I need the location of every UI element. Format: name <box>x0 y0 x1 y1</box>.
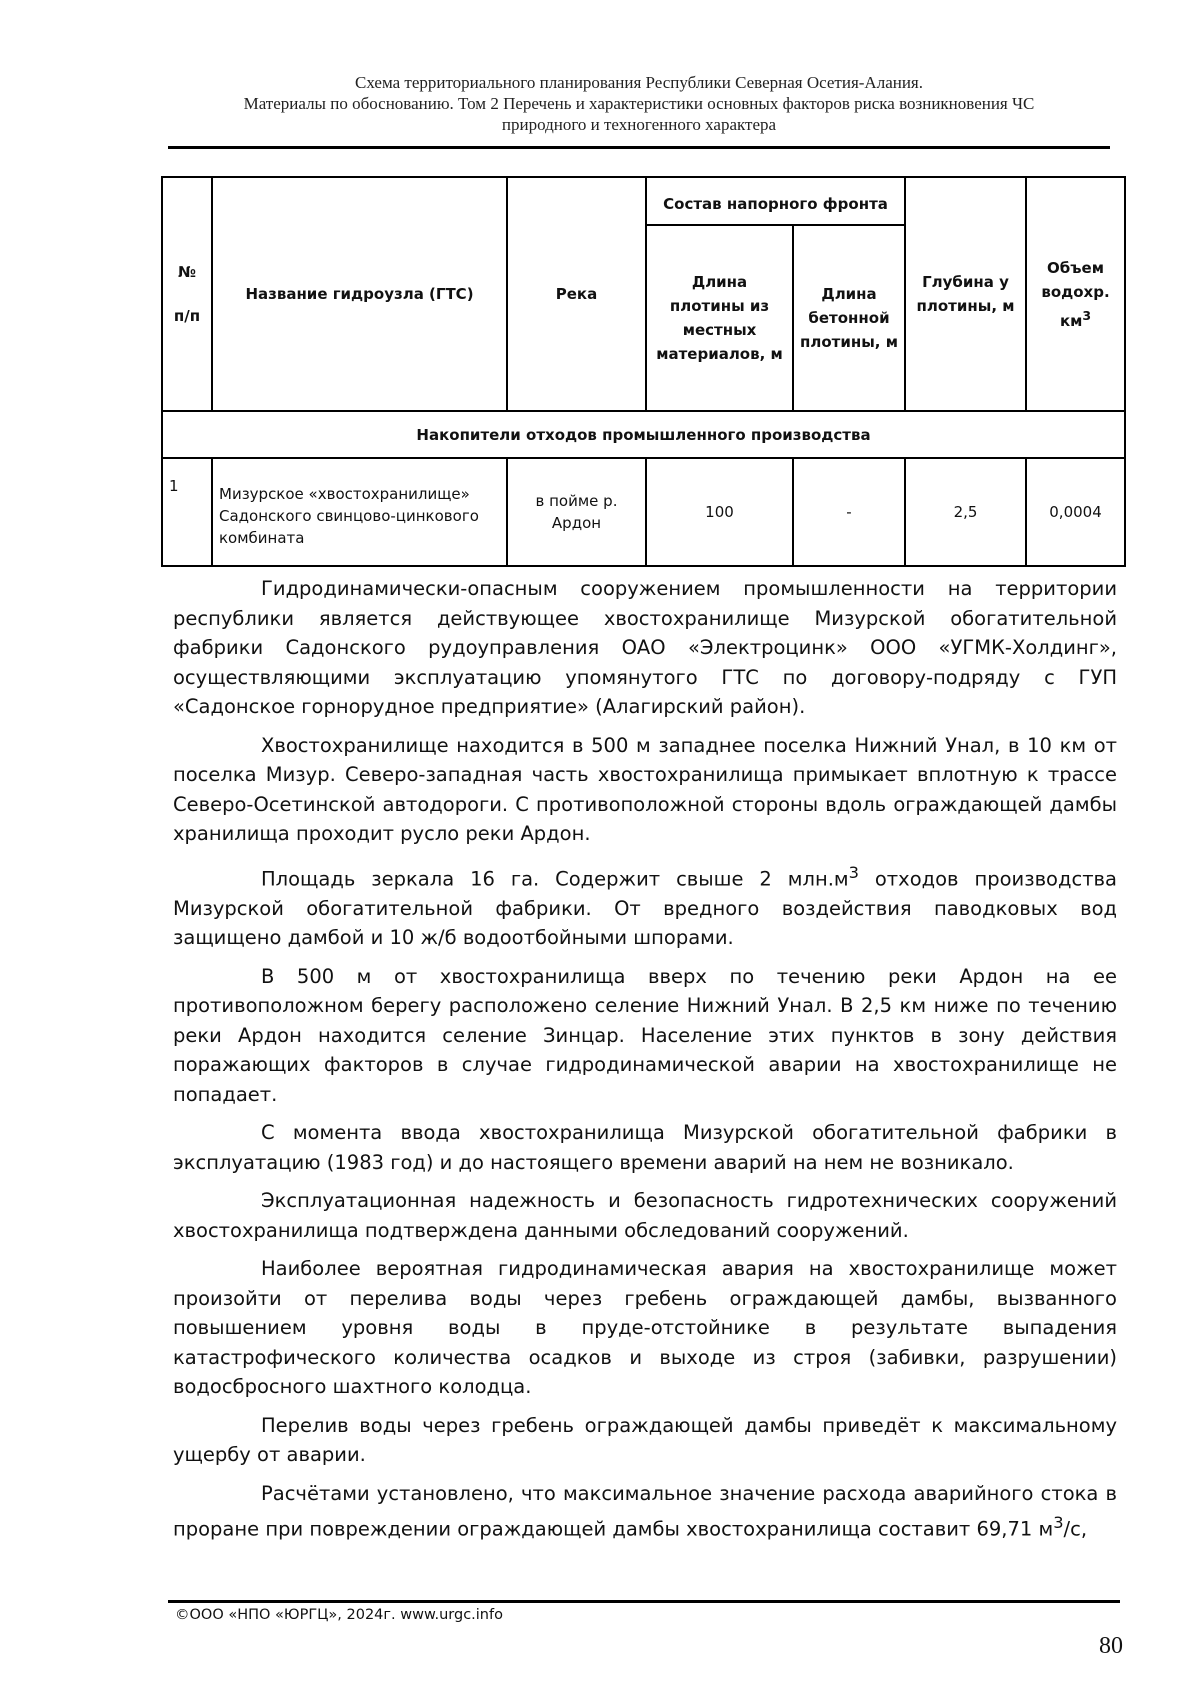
paragraph-5: С момента ввода хвостохранилища Мизурской обогатительной фабрики в эксплуатацию (1983 год) и до настоящего времени аварий на нем не возникало. <box>173 1121 1117 1174</box>
header-line-2: Материалы по обоснованию. Том 2 Перечень и характеристики основных факторов риска возникновения ЧС <box>243 94 1035 113</box>
header-line-3: природного и техногенного характера <box>501 115 777 134</box>
header-volume-sup: 3 <box>1082 307 1092 323</box>
dam-characteristics-table <box>161 176 1126 567</box>
paragraph-2: Хвостохранилище находится в 500 м западнее поселка Нижний Унал, в 10 км от поселка Мизур. Северо-западная часть хвостохранилища примыкает вплотную к трассе Северо-Осетинской автодороги. С противоположной стороны вдоль ограждающей дамбы хранилища проходит русло реки Ардон. <box>173 733 1117 845</box>
paragraph-9-part-1: Расчётами установлено, что максимальное значение расхода аварийного стока в проране при повреждении ограждающей дамбы хвостохранилища составит 69,71 м <box>173 1481 1117 1541</box>
cell-name: Мизурское «хвостохранилище» Садонского свинцово-цинкового комбината <box>212 458 507 566</box>
cell-depth: 2,5 <box>905 458 1026 566</box>
header-volume-text: Объем водохр. км <box>1041 258 1110 330</box>
body-text <box>173 574 1117 1553</box>
cell-dam-local: 100 <box>646 458 793 566</box>
header-divider <box>168 146 1110 149</box>
footer-copyright: ©ООО «НПО «ЮРГЦ», 2024г. www.urgc.info <box>175 1607 503 1623</box>
document-header <box>168 72 1110 135</box>
header-volume <box>1026 177 1125 411</box>
paragraph-3-part-1: Площадь зеркала 16 га. Содержит свыше 2 млн.м <box>261 867 849 890</box>
table-row <box>162 458 1125 566</box>
header-river: Река <box>507 177 646 411</box>
paragraph-6: Эксплуатационная надежность и безопасность гидротехнических сооружений хвостохранилища подтверждена данными обследований сооружений. <box>173 1189 1117 1242</box>
cell-num: 1 <box>162 458 212 566</box>
footer-divider <box>168 1600 1120 1603</box>
paragraph-9-part-2: /с, <box>1063 1517 1088 1541</box>
paragraph-4: В 500 м от хвостохранилища вверх по течению реки Ардон на ее противоположном берегу расположено селение Нижний Унал. В 2,5 км ниже по течению реки Ардон находится селение Зинцар. Население этих пунктов в зону действия поражающих факторов в случае гидродинамической аварии на хвостохранилище не попадает. <box>173 964 1117 1106</box>
page-number: 80 <box>1099 1633 1123 1659</box>
header-name: Название гидроузла (ГТС) <box>212 177 507 411</box>
paragraph-3-part-2: отходов производства Мизурской обогатительной фабрики. От вредного воздействия паводковых вод защищено дамбой и 10 ж/б водоотбойными шпорами. <box>173 867 1117 949</box>
paragraph-3-sup: 3 <box>848 862 859 882</box>
header-depth: Глубина у плотины, м <box>905 177 1026 411</box>
section-row <box>162 411 1125 458</box>
section-title: Накопители отходов промышленного производства <box>162 411 1125 458</box>
paragraph-9 <box>173 1479 1117 1545</box>
paragraph-9-sup: 3 <box>1053 1513 1064 1532</box>
paragraph-7: Наиболее вероятная гидродинамическая авария на хвостохранилище может произойти от перелива воды через гребень ограждающей дамбы, вызванного повышением уровня воды в пруде-отстойнике в результате выпадения катастрофического количества осадков и выходе из строя (забивки, разрушении) водосбросного шахтного колодца. <box>173 1257 1117 1398</box>
header-line-1: Схема территориального планирования Республики Северная Осетия-Алания. <box>355 73 923 92</box>
cell-river: в пойме р. Ардон <box>507 458 646 566</box>
header-num: № п/п <box>162 177 212 411</box>
header-dam-local: Длина плотины из местных материалов, м <box>646 225 793 411</box>
paragraph-3 <box>173 858 1117 953</box>
paragraph-8: Перелив воды через гребень ограждающей дамбы приведёт к максимальному ущербу от аварии. <box>173 1413 1117 1466</box>
header-pressure-front: Состав напорного фронта <box>646 177 905 225</box>
cell-volume: 0,0004 <box>1026 458 1125 566</box>
header-dam-concrete: Длина бетонной плотины, м <box>793 225 905 411</box>
cell-dam-concrete: - <box>793 458 905 566</box>
paragraph-1: Гидродинамически-опасным сооружением промышленности на территории республики является действующее хвостохранилище Мизурской обогатительной фабрики Садонского рудоуправления ОАО «Электроцинк» ООО «УГМК-Холдинг», осуществляющими эксплуатацию упомянутого ГТС по договору-подряду с ГУП «Садонское горнорудное предприятие» (Алагирский район). <box>173 577 1117 718</box>
